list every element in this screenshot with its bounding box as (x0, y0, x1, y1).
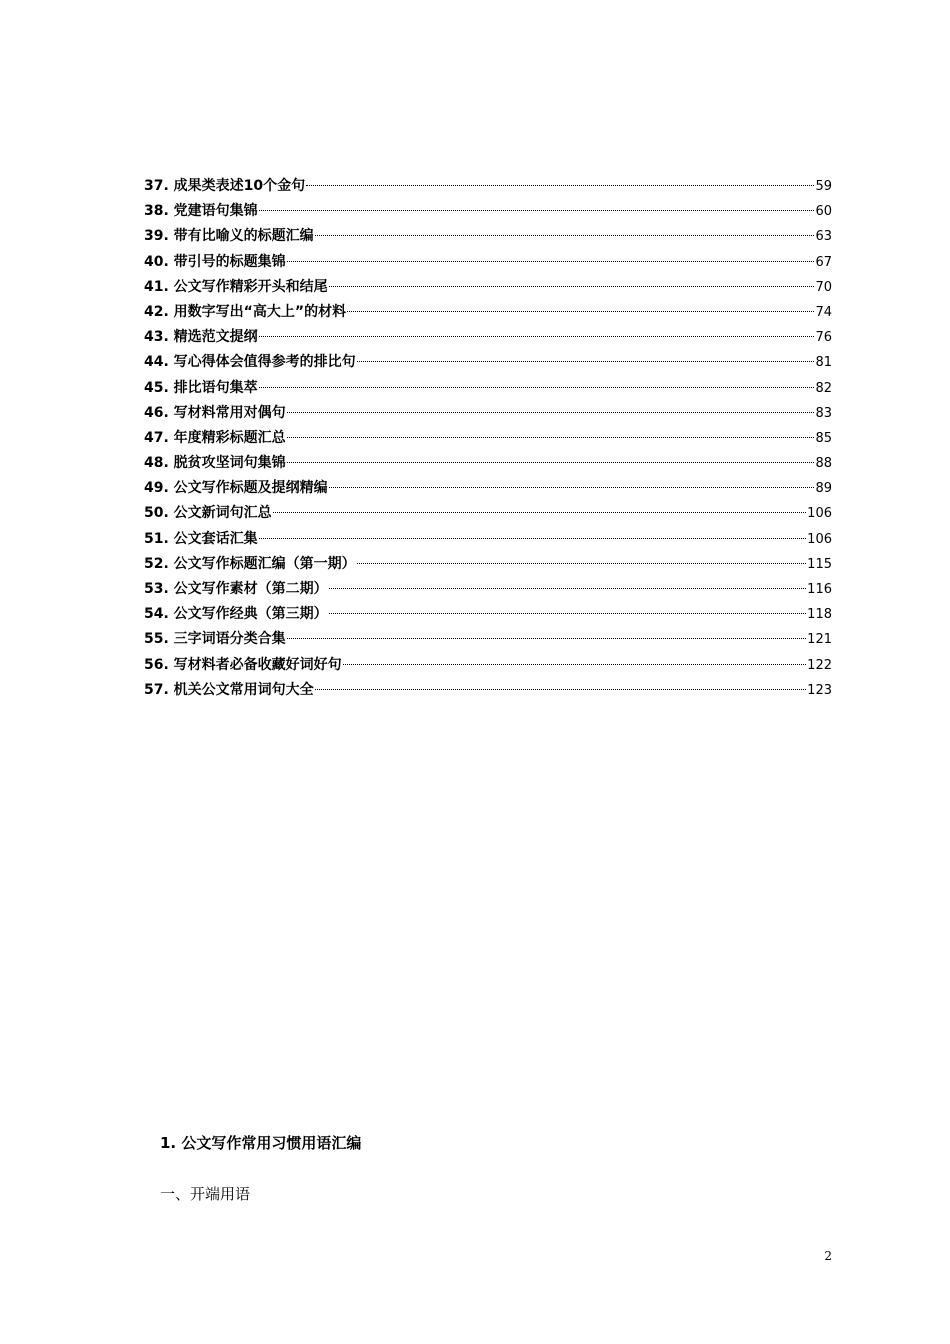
toc-leader-dots (329, 588, 806, 589)
toc-entry-title: 48. 脱贫攻坚词句集锦 (144, 455, 286, 472)
toc-entry-title: 50. 公文新词句汇总 (144, 505, 272, 522)
toc-entry[interactable] (144, 501, 832, 526)
toc-entry-title: 37. 成果类表述10个金句 (144, 178, 306, 194)
toc-entry-page: 118 (807, 607, 832, 623)
toc-entry-page: 82 (815, 380, 832, 396)
toc-leader-dots (259, 387, 815, 388)
toc-entry-title: 46. 写材料常用对偶句 (144, 404, 286, 421)
toc-entry-page: 81 (815, 355, 832, 371)
toc-entry[interactable] (144, 527, 832, 552)
toc-entry-title: 55. 三字词语分类合集 (144, 631, 286, 648)
page-number: 2 (824, 1249, 832, 1263)
toc-leader-dots (329, 613, 806, 614)
toc-entry[interactable] (144, 602, 832, 627)
sub-heading: 一、开端用语 (160, 1185, 251, 1203)
toc-entry-page: 116 (807, 582, 832, 597)
toc-leader-dots (306, 185, 814, 186)
toc-entry-page: 59 (815, 179, 832, 194)
toc-leader-dots (259, 538, 806, 539)
toc-entry[interactable] (144, 224, 832, 249)
toc-entry[interactable] (144, 325, 832, 350)
toc-entry-title: 47. 年度精彩标题汇总 (144, 429, 286, 446)
toc-entry-page: 115 (807, 556, 832, 572)
toc-entry-title: 53. 公文写作素材（第二期） (144, 581, 328, 597)
toc-entry-page: 122 (807, 657, 832, 673)
toc-entry-page: 67 (815, 254, 832, 270)
toc-leader-dots (343, 664, 806, 665)
toc-entry-page: 74 (815, 304, 832, 320)
toc-entry-title: 40. 带引号的标题集锦 (144, 253, 286, 270)
toc-entry[interactable] (144, 350, 832, 375)
toc-entry-page: 106 (807, 531, 832, 547)
table-of-contents (144, 174, 832, 703)
toc-entry-title: 51. 公文套话汇集 (144, 530, 258, 547)
toc-entry-page: 123 (807, 682, 832, 698)
toc-entry[interactable] (144, 300, 832, 325)
toc-entry-page: 88 (815, 456, 832, 472)
toc-leader-dots (287, 462, 815, 463)
toc-leader-dots (347, 311, 814, 312)
toc-entry[interactable] (144, 653, 832, 678)
toc-entry[interactable] (144, 451, 832, 476)
toc-entry[interactable] (144, 174, 832, 199)
toc-leader-dots (259, 336, 815, 337)
toc-entry-title: 41. 公文写作精彩开头和结尾 (144, 278, 328, 295)
toc-entry[interactable] (144, 275, 832, 300)
toc-leader-dots (329, 286, 815, 287)
toc-entry-page: 83 (815, 405, 832, 421)
toc-entry[interactable] (144, 199, 832, 224)
toc-leader-dots (315, 689, 806, 690)
toc-leader-dots (287, 412, 815, 413)
toc-leader-dots (287, 261, 815, 262)
toc-entry-title: 57. 机关公文常用词句大全 (144, 681, 314, 698)
toc-entry-page: 70 (815, 279, 832, 295)
toc-entry[interactable] (144, 426, 832, 451)
toc-entry[interactable] (144, 250, 832, 275)
toc-entry-title: 49. 公文写作标题及提纲精编 (144, 480, 328, 497)
toc-entry[interactable] (144, 577, 832, 602)
toc-entry[interactable] (144, 401, 832, 426)
toc-entry-page: 63 (815, 229, 832, 245)
toc-entry-title: 38. 党建语句集锦 (144, 203, 258, 220)
toc-entry[interactable] (144, 476, 832, 501)
toc-entry-title: 44. 写心得体会值得参考的排比句 (144, 354, 356, 371)
toc-leader-dots (259, 210, 815, 211)
toc-leader-dots (287, 638, 806, 639)
toc-leader-dots (315, 235, 815, 236)
toc-entry[interactable] (144, 627, 832, 652)
toc-entry-page: 60 (815, 204, 832, 220)
toc-leader-dots (287, 437, 815, 438)
toc-entry-page: 89 (815, 481, 832, 497)
toc-entry-page: 76 (815, 330, 832, 346)
toc-entry-title: 42. 用数字写出“高大上”的材料 (144, 303, 347, 320)
toc-leader-dots (329, 487, 815, 488)
toc-entry[interactable] (144, 376, 832, 401)
toc-entry-title: 39. 带有比喻义的标题汇编 (144, 228, 314, 245)
toc-leader-dots (357, 361, 815, 362)
toc-entry-page: 85 (815, 430, 832, 446)
toc-entry-title: 43. 精选范文提纲 (144, 329, 258, 346)
toc-entry-page: 106 (807, 506, 832, 522)
toc-leader-dots (273, 512, 806, 513)
toc-entry-title: 52. 公文写作标题汇编（第一期） (144, 555, 356, 572)
toc-entry-title: 45. 排比语句集萃 (144, 379, 258, 396)
toc-entry[interactable] (144, 552, 832, 577)
toc-entry-title: 54. 公文写作经典（第三期） (144, 606, 328, 623)
toc-entry[interactable] (144, 678, 832, 703)
section-heading: 1. 公文写作常用习惯用语汇编 (160, 1134, 362, 1152)
toc-entry-page: 121 (807, 632, 832, 648)
toc-entry-title: 56. 写材料者必备收藏好词好句 (144, 656, 342, 673)
toc-leader-dots (357, 563, 806, 564)
